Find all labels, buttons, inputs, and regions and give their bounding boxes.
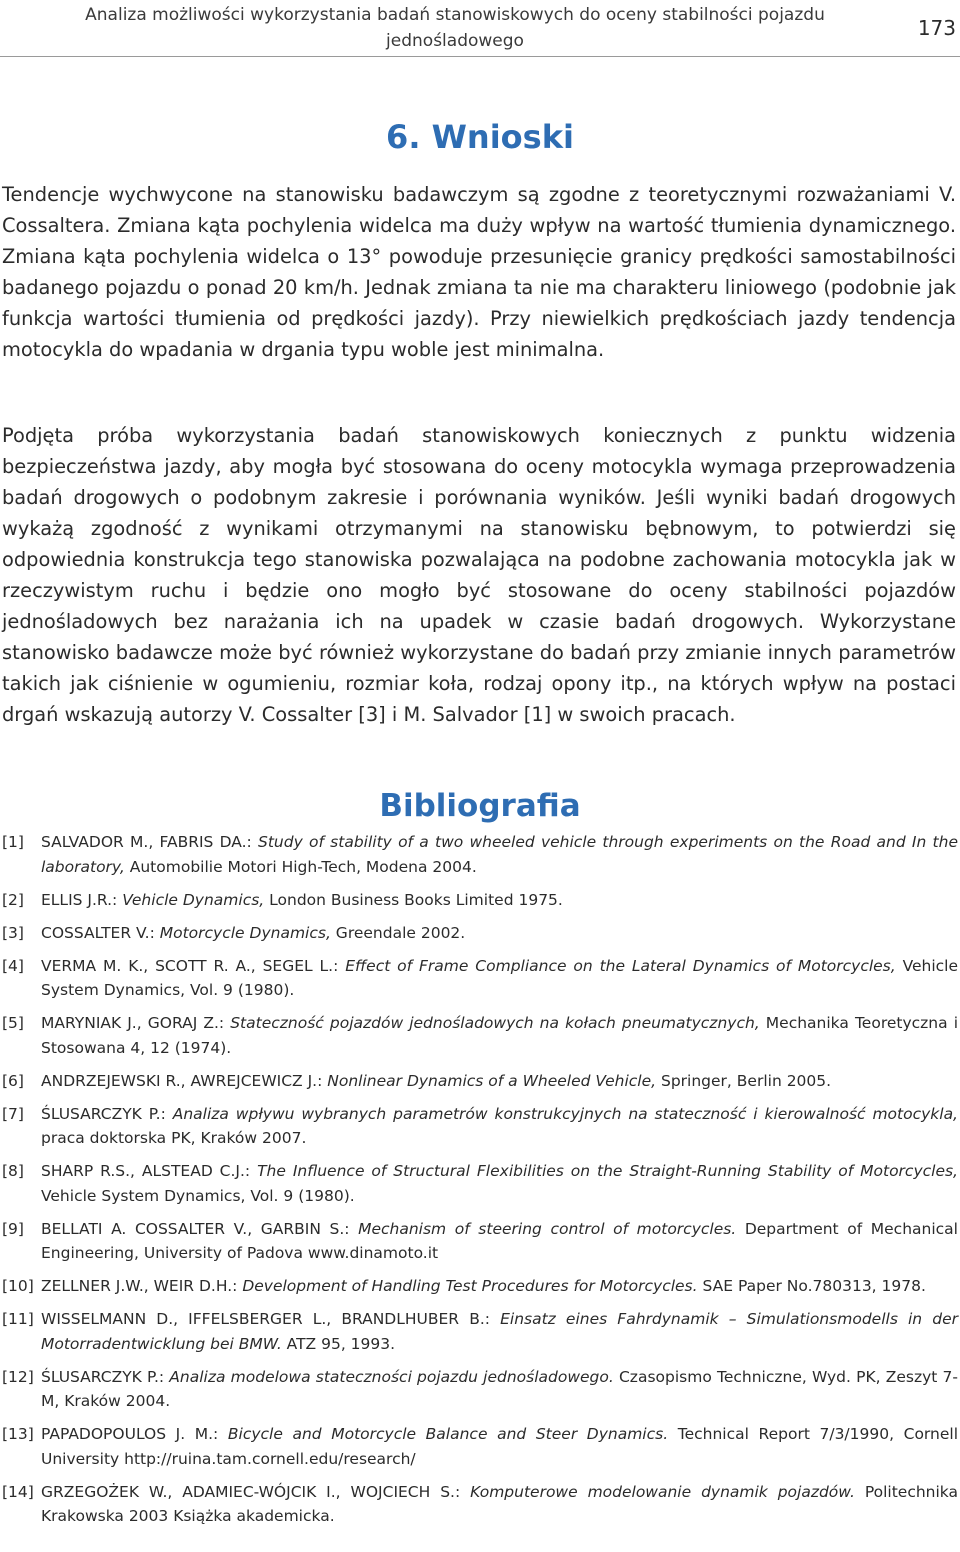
bibliography-entry [0, 888, 958, 913]
bibliography-entry-authors: GRZEGOŻEK W., ADAMIEC-WÓJCIK I., WOJCIECH S.: [41, 1482, 471, 1501]
bibliography-entry [0, 1069, 958, 1094]
bibliography-entry-authors: SHARP R.S., ALSTEAD C.J.: [41, 1162, 258, 1180]
bibliography-entry-authors: ANDRZEJEWSKI R., AWREJCEWICZ J.: [41, 1071, 328, 1090]
bibliography-entry-publication: Springer, Berlin 2005. [656, 1071, 832, 1090]
bibliography-entry-publication: Mechanika Teoretyczna i Stosowana 4, 12 (1974). [41, 1014, 959, 1057]
bibliography-entry-number: [12] [2, 1367, 34, 1386]
bibliography-entry-authors: PAPADOPOULOS J. M.: [41, 1425, 228, 1443]
bibliography-entry-publication: Department of Mechanical Engineering, University of Padova www.dinamoto.it [41, 1219, 958, 1262]
bibliography-entry-title: Effect of Frame Compliance on the Lateral Dynamics of Motorcycles, [345, 956, 896, 975]
running-header-title: Analiza możliwości wykorzystania badań stanowiskowych do oceny stabilności pojazdu jednośladowego [85, 5, 825, 51]
bibliography-entry-authors: SALVADOR M., FABRIS DA.: [41, 833, 259, 851]
bibliography-entry [0, 1480, 958, 1529]
bibliography-entry-text [41, 1307, 958, 1356]
bibliography-entry [0, 1274, 958, 1299]
bibliography-entry-publication: ATZ 95, 1993. [281, 1334, 396, 1353]
bibliography-entry-text [41, 921, 958, 946]
body-paragraph-2: Podjęta próba wykorzystania badań stanowiskowych koniecznych z punktu widzenia bezpieczeństwa jazdy, aby mogła być stosowana do oceny motocykla wymaga przeprowadzenia badań drogowych o podobnym zakresie i porównania wyników. Jeśli wyniki badań drogowych wykażą zgodność z wynikami otrzymanymi na stanowisku bębnowym, to potwierdzi się odpowiednia konstrukcja tego stanowiska pozwalająca na podobne zachowania motocykla jak w rzeczywistym ruchu i będzie ono mogło być stosowane do oceny stabilności pojazdów jednośladowych bez narażania ich na upadek w czasie badań drogowych. Wykorzystane stanowisko badawcze może być również wykorzystane do badań przy zmianie innych parametrów takich jak ciśnienie w ogumieniu, rozmiar koła, rodzaj opony itp., na których wpływ na postaci drgań wskazują autorzy V. Cossalter [3] i M. Salvador [1] w swoich pracach. [2, 424, 956, 726]
bibliography-entry-title: Vehicle Dynamics, [122, 890, 265, 909]
bibliography-entry-authors: ŚLUSARCZYK P.: [41, 1104, 173, 1123]
bibliography-entry-title: Analiza modelowa stateczności pojazdu jednośladowego. [169, 1367, 614, 1386]
bibliography-entry-publication: Greendale 2002. [330, 923, 466, 942]
bibliography-entry-number: [6] [2, 1071, 24, 1090]
bibliography-entry [0, 1422, 958, 1471]
bibliography-entry-authors: MARYNIAK J., GORAJ Z.: [41, 1014, 231, 1032]
bibliography-entry-number: [8] [2, 1162, 24, 1180]
running-header [0, 0, 960, 57]
bibliography-entry-number: [9] [2, 1219, 24, 1238]
bibliography-entry-publication: Vehicle System Dynamics, Vol. 9 (1980). [41, 956, 958, 999]
bibliography-entry-title: Study of stability of a two wheeled vehicle through experiments on the Road and In the laboratory, [41, 833, 958, 876]
bibliography-entry-title: Einsatz eines Fahrdynamik – Simulationsmodells in der Motorradentwicklung bei BMW. [41, 1310, 958, 1353]
bibliography-entry [0, 954, 958, 1003]
bibliography-entry-title: Komputerowe modelowanie dynamik pojazdów. [470, 1482, 855, 1501]
bibliography-entry [0, 1217, 958, 1266]
bibliography-entry-text [41, 1480, 958, 1529]
bibliography-entry-authors: WISSELMANN D., IFFELSBERGER L., BRANDLHUBER B.: [41, 1310, 501, 1328]
bibliography-entry [0, 1159, 958, 1208]
bibliography-entry-number: [13] [2, 1425, 34, 1443]
bibliography-entry-text [41, 830, 958, 879]
bibliography-entry-authors: ŚLUSARCZYK P.: [41, 1367, 170, 1386]
bibliography-entry-number: [4] [2, 956, 24, 975]
bibliography-entry-title: Mechanism of steering control of motorcycles. [358, 1219, 737, 1238]
bibliography-entry-publication: Technical Report 7/3/1990, Cornell University http://ruina.tam.cornell.edu/research/ [41, 1425, 959, 1468]
bibliography-entry-number: [2] [2, 890, 24, 909]
bibliography-entry-number: [5] [2, 1014, 24, 1032]
bibliography-entry-text [41, 1217, 958, 1266]
bibliography-entry-title: Nonlinear Dynamics of a Wheeled Vehicle, [327, 1071, 657, 1090]
bibliography-entry-title: Development of Handling Test Procedures for Motorcycles. [242, 1277, 698, 1295]
bibliography-entry-title: Stateczność pojazdów jednośladowych na kołach pneumatycznych, [230, 1014, 760, 1032]
bibliography-entry-title: The Influence of Structural Flexibilities on the Straight-Running Stability of Motorcycles, [257, 1162, 958, 1180]
bibliography-entry-title: Motorcycle Dynamics, [159, 923, 331, 942]
bibliography-entry-text [41, 1422, 958, 1471]
bibliography-entry-number: [10] [2, 1277, 34, 1295]
bibliography-entry-number: [7] [2, 1104, 24, 1123]
bibliography-entry-publication: Politechnika Krakowska 2003 Książka akademicka. [41, 1482, 959, 1525]
bibliography-entry-text [41, 1274, 958, 1299]
bibliography-entry-publication: Vehicle System Dynamics, Vol. 9 (1980). [41, 1186, 355, 1205]
bibliography-entry [0, 1011, 958, 1060]
bibliography-entry-publication: Automobilie Motori High-Tech, Modena 2004. [124, 857, 477, 876]
bibliography-entry-text [41, 1365, 958, 1414]
section-heading: 6. Wnioski [386, 118, 574, 156]
bibliography-entry [0, 921, 958, 946]
bibliography-list [0, 830, 958, 1537]
bibliography-entry-publication: praca doktorska PK, Kraków 2007. [41, 1129, 307, 1147]
bibliography-entry-authors: COSSALTER V.: [41, 923, 160, 942]
bibliography-entry-publication: Czasopismo Techniczne, Wyd. PK, Zeszyt 7-M, Kraków 2004. [41, 1367, 958, 1410]
bibliography-entry-publication: London Business Books Limited 1975. [264, 890, 563, 909]
bibliography-entry-publication: SAE Paper No.780313, 1978. [697, 1277, 926, 1295]
bibliography-entry-title: Bicycle and Motorcycle Balance and Steer Dynamics. [227, 1425, 669, 1443]
bibliography-entry-text [41, 888, 958, 913]
body-paragraph-1: Tendencje wychwycone na stanowisku badawczym są zgodne z teoretycznymi rozważaniami V. Cossaltera. Zmiana kąta pochylenia widelca ma duży wpływ na wartość tłumienia dynamicznego. Zmiana kąta pochylenia widelca o 13° powoduje przesunięcie granicy prędkości samostabilności badanego pojazdu o ponad 20 km/h. Jednak zmiana ta nie ma charakteru liniowego (podobnie jak funkcja wartości tłumienia od prędkości jazdy). Przy niewielkich prędkościach jazdy tendencja motocykla do wpadania w drgania typu woble jest minimalna. [2, 183, 956, 361]
bibliography-entry-text [41, 954, 958, 1003]
bibliography-entry-authors: VERMA M. K., SCOTT R. A., SEGEL L.: [41, 956, 346, 975]
bibliography-entry [0, 1307, 958, 1356]
bibliography-entry [0, 1365, 958, 1414]
page-number: 173 [917, 16, 956, 40]
bibliography-entry-number: [1] [2, 833, 24, 851]
bibliography-entry-text [41, 1159, 958, 1208]
bibliography-entry-authors: ELLIS J.R.: [41, 890, 123, 909]
bibliography-entry-authors: BELLATI A. COSSALTER V., GARBIN S.: [41, 1219, 359, 1238]
bibliography-entry-text [41, 1011, 958, 1060]
bibliography-entry-number: [14] [2, 1482, 34, 1501]
bibliography-entry [0, 1102, 958, 1151]
bibliography-entry-title: Analiza wpływu wybranych parametrów konstrukcyjnych na stateczność i kierowalność motocykla, [172, 1104, 958, 1123]
bibliography-heading: Bibliografia [379, 788, 581, 824]
bibliography-entry-authors: ZELLNER J.W., WEIR D.H.: [41, 1277, 243, 1295]
bibliography-entry-number: [3] [2, 923, 24, 942]
bibliography-entry [0, 830, 958, 879]
bibliography-entry-text [41, 1102, 958, 1151]
bibliography-entry-number: [11] [2, 1310, 34, 1328]
bibliography-entry-text [41, 1069, 958, 1094]
